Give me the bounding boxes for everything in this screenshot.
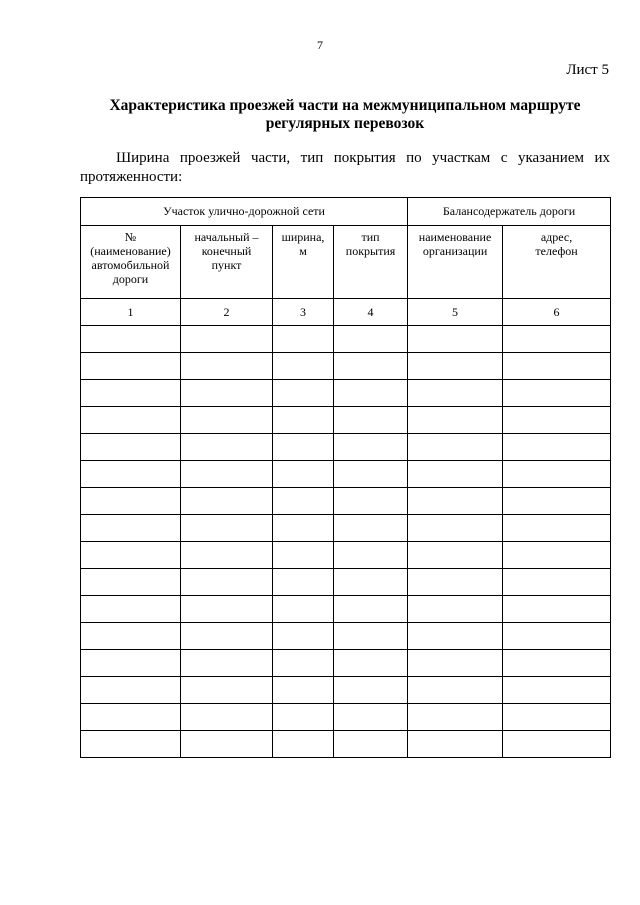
- column-header-line: телефон: [535, 244, 578, 258]
- column-header: [408, 226, 503, 299]
- table-cell[interactable]: [503, 596, 611, 623]
- table-cell[interactable]: [503, 488, 611, 515]
- table-cell[interactable]: [334, 596, 408, 623]
- column-number: 6: [503, 299, 611, 326]
- table-row: [81, 461, 611, 488]
- table-cell[interactable]: [81, 569, 181, 596]
- table-cell[interactable]: [81, 461, 181, 488]
- table-cell[interactable]: [81, 326, 181, 353]
- table-cell[interactable]: [81, 596, 181, 623]
- table-cell[interactable]: [334, 623, 408, 650]
- table-cell[interactable]: [181, 407, 273, 434]
- table-cell[interactable]: [273, 731, 334, 758]
- table-row: [81, 380, 611, 407]
- table-cell[interactable]: [408, 515, 503, 542]
- column-header-line: м: [299, 244, 307, 258]
- column-header: [81, 226, 181, 299]
- table-row: [81, 704, 611, 731]
- table-cell[interactable]: [408, 704, 503, 731]
- table-cell[interactable]: [503, 380, 611, 407]
- table-cell[interactable]: [273, 488, 334, 515]
- table-cell[interactable]: [81, 731, 181, 758]
- table-cell[interactable]: [181, 731, 273, 758]
- table-cell[interactable]: [503, 407, 611, 434]
- table-cell[interactable]: [334, 677, 408, 704]
- column-header-line: наименование: [418, 230, 492, 244]
- column-header-line: дороги: [112, 272, 149, 286]
- table-cell[interactable]: [273, 704, 334, 731]
- table-cell[interactable]: [408, 569, 503, 596]
- table-row: [81, 569, 611, 596]
- table-cell[interactable]: [334, 542, 408, 569]
- column-header-line: тип: [361, 230, 380, 244]
- column-header-line: организации: [422, 244, 488, 258]
- column-header-line: (наименование): [90, 244, 171, 258]
- table-row: [81, 542, 611, 569]
- table-cell[interactable]: [334, 488, 408, 515]
- table-cell[interactable]: [181, 569, 273, 596]
- table-cell[interactable]: [334, 407, 408, 434]
- table-cell[interactable]: [503, 650, 611, 677]
- column-number: 4: [334, 299, 408, 326]
- table-cell[interactable]: [181, 704, 273, 731]
- table-cell[interactable]: [273, 353, 334, 380]
- column-number-row: [81, 299, 611, 326]
- column-header-line: №: [124, 230, 137, 244]
- group-header-row: [81, 198, 611, 226]
- table-cell[interactable]: [334, 434, 408, 461]
- table-cell[interactable]: [334, 731, 408, 758]
- table-row: [81, 731, 611, 758]
- table-row: [81, 407, 611, 434]
- table-cell[interactable]: [408, 542, 503, 569]
- column-header: [181, 226, 273, 299]
- table-cell[interactable]: [81, 677, 181, 704]
- column-number: 3: [273, 299, 334, 326]
- table-cell[interactable]: [181, 461, 273, 488]
- table-cell[interactable]: [334, 569, 408, 596]
- table-cell[interactable]: [81, 353, 181, 380]
- table-cell[interactable]: [334, 704, 408, 731]
- table-cell[interactable]: [408, 677, 503, 704]
- table-cell[interactable]: [408, 488, 503, 515]
- document-title: [80, 97, 610, 133]
- table-cell[interactable]: [81, 434, 181, 461]
- table-cell[interactable]: [273, 515, 334, 542]
- table-cell[interactable]: [334, 515, 408, 542]
- table-cell[interactable]: [503, 515, 611, 542]
- table-row: [81, 488, 611, 515]
- table-cell[interactable]: [273, 542, 334, 569]
- column-number: 5: [408, 299, 503, 326]
- table-cell[interactable]: [334, 461, 408, 488]
- column-header-line: автомобильной: [91, 258, 170, 272]
- table-cell[interactable]: [181, 596, 273, 623]
- table-cell[interactable]: [503, 677, 611, 704]
- table-cell[interactable]: [273, 677, 334, 704]
- table-cell[interactable]: [334, 380, 408, 407]
- column-header: [273, 226, 334, 299]
- column-header-line: ширина,: [281, 230, 325, 244]
- table-cell[interactable]: [408, 326, 503, 353]
- table-cell[interactable]: [408, 353, 503, 380]
- table-cell[interactable]: [273, 461, 334, 488]
- table-cell[interactable]: [273, 596, 334, 623]
- table-cell[interactable]: [181, 677, 273, 704]
- table-row: [81, 515, 611, 542]
- table-cell[interactable]: [81, 650, 181, 677]
- table-cell[interactable]: [334, 650, 408, 677]
- table-cell[interactable]: [503, 353, 611, 380]
- table-cell[interactable]: [181, 515, 273, 542]
- table-row: [81, 596, 611, 623]
- table-cell[interactable]: [181, 380, 273, 407]
- table-cell[interactable]: [273, 569, 334, 596]
- table-cell[interactable]: [181, 623, 273, 650]
- group-header-road-section: Участок улично-дорожной сети: [81, 198, 408, 226]
- table-cell[interactable]: [503, 623, 611, 650]
- table-cell[interactable]: [408, 650, 503, 677]
- table-row: [81, 353, 611, 380]
- group-header-road-holder: Балансодержатель дороги: [408, 198, 611, 226]
- table-cell[interactable]: [273, 434, 334, 461]
- sheet-label: Лист 5: [566, 62, 609, 78]
- table-cell[interactable]: [503, 704, 611, 731]
- table-cell[interactable]: [503, 542, 611, 569]
- table-cell[interactable]: [408, 380, 503, 407]
- table-cell[interactable]: [408, 434, 503, 461]
- column-header: [503, 226, 611, 299]
- table-row: [81, 650, 611, 677]
- table-row: [81, 677, 611, 704]
- table-cell[interactable]: [273, 623, 334, 650]
- table-cell[interactable]: [503, 434, 611, 461]
- column-header-row: [81, 226, 611, 299]
- document-title-line: регулярных перевозок: [265, 115, 425, 132]
- table-row: [81, 623, 611, 650]
- table-cell[interactable]: [503, 569, 611, 596]
- road-characteristics-table: [80, 197, 611, 758]
- table-cell[interactable]: [503, 461, 611, 488]
- table-cell[interactable]: [181, 542, 273, 569]
- table-cell[interactable]: [408, 461, 503, 488]
- table-cell[interactable]: [503, 731, 611, 758]
- column-header-line: конечный: [201, 244, 252, 258]
- column-number: 2: [181, 299, 273, 326]
- column-header-line: начальный –: [194, 230, 259, 244]
- table-cell[interactable]: [81, 542, 181, 569]
- table-cell[interactable]: [81, 704, 181, 731]
- table-cell[interactable]: [81, 623, 181, 650]
- table-cell[interactable]: [181, 353, 273, 380]
- table-cell[interactable]: [408, 596, 503, 623]
- column-header-line: покрытия: [345, 244, 396, 258]
- table-cell[interactable]: [334, 326, 408, 353]
- table-cell[interactable]: [408, 623, 503, 650]
- column-header: [334, 226, 408, 299]
- table-cell[interactable]: [81, 407, 181, 434]
- table-cell[interactable]: [273, 407, 334, 434]
- table-cell[interactable]: [408, 407, 503, 434]
- page-number: 7: [317, 38, 323, 52]
- table-cell[interactable]: [181, 326, 273, 353]
- column-header-line: адрес,: [540, 230, 573, 244]
- table-cell[interactable]: [334, 353, 408, 380]
- table-cell[interactable]: [81, 380, 181, 407]
- table-cell[interactable]: [81, 515, 181, 542]
- table-cell[interactable]: [273, 326, 334, 353]
- table-cell[interactable]: [273, 650, 334, 677]
- document-title-line: Характеристика проезжей части на межмуниципальном маршруте: [109, 97, 581, 114]
- table-cell[interactable]: [273, 380, 334, 407]
- table-cell[interactable]: [181, 488, 273, 515]
- table-cell[interactable]: [408, 731, 503, 758]
- table-cell[interactable]: [181, 650, 273, 677]
- table-cell[interactable]: [503, 326, 611, 353]
- table-row: [81, 434, 611, 461]
- table-row: [81, 326, 611, 353]
- table-cell[interactable]: [81, 488, 181, 515]
- column-header-line: пункт: [211, 258, 242, 272]
- intro-paragraph: Ширина проезжей части, тип покрытия по участкам с указанием их протяженности:: [80, 150, 610, 185]
- column-number: 1: [81, 299, 181, 326]
- table-cell[interactable]: [181, 434, 273, 461]
